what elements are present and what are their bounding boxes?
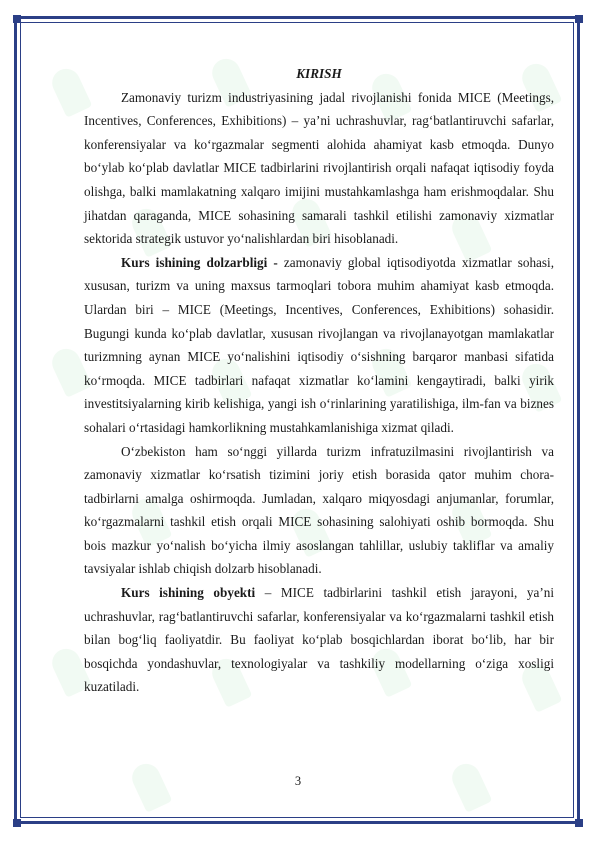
- paragraph-text: zamonaviy global iqtisodiyotda xizmatlar sohasi, xususan, turizm va uning maxsus tarmoqlari tobora muhim ahamiyat kasb etmoqda. Ulardan biri – MICE (Meetings, Incentives, Conferences, Exhibitions) sohasidir. Bugungi kunda ko‘plab davlatlar, xususan rivojlangan va rivojlanayotgan mamlakatlar turizmning aynan MICE yo‘nalishini iqtisodiy o‘sishning barqaror manbasi sifatida ko‘rmoqda. MICE tadbirlari nafaqat xizmatlar ko‘lamini kengaytiradi, balki yirik investitsiyalarning kirib kelishiga, yangi ish o‘rinlarining yaratilishiga, ilm-fan va biznes sohalari o‘rtasidagi hamkorlikning mustahkamlanishiga xizmat qiladi.: [84, 254, 554, 435]
- paragraph-text: Zamonaviy turizm industriyasining jadal rivojlanishi fonida MICE (Meetings, Incentives, Conferences, Exhibitions) – ya’ni uchrashuvlar, rag‘batlantiruvchi safarlar, konferensiyalar va ko‘rgazmalar segmenti alohida ahamiyat kasb etmoqda. Dunyo bo‘ylab ko‘plab davlatlar MICE tadbirlarini rivojlantirish orqali nafaqat iqtisodiy foyda olishga, balki mamlakatning xalqaro imijini mustahkamlashga ham erishmoqdalar. Shu jihatdan qaraganda, MICE sohasining samarali tashkil etilishi zamonaviy xizmatlar sektorida strategik ustuvor yo‘nalishlardan biri hisoblanadi.: [84, 89, 554, 247]
- paragraph-text: – MICE tadbirlarini tashkil etish jarayoni, ya’ni uchrashuvlar, rag‘batlantiruvchi safarlar, konferensiyalar va ko‘rgazmalarni tashkil etish bilan bog‘liq faoliyatdir. Bu faoliyat ko‘plab bosqichlardan iborat bo‘lib, har bir bosqichda yondashuvlar, texnologiyalar va tashkiliy modellarning o‘ziga xosligi kuzatiladi.: [84, 585, 555, 695]
- paragraph-lead: Kurs ishining obyekti: [121, 585, 256, 601]
- relevance-paragraph: [84, 251, 554, 440]
- object-paragraph: [84, 581, 554, 699]
- border-corner-ornament: [575, 819, 583, 827]
- intro-paragraph: [84, 86, 554, 251]
- uzbekistan-paragraph: [84, 440, 554, 582]
- document-body: [84, 62, 554, 699]
- section-title: KIRISH: [296, 66, 342, 81]
- paragraph-lead: Kurs ishining dolzarbligi -: [121, 254, 278, 270]
- paragraph-text: O‘zbekiston ham so‘nggi yillarda turizm infratuzilmasini rivojlantirish va zamonaviy xizmatlar ko‘rsatish tizimini joriy etish borasida qator muhim chora-tadbirlarni amalga oshirmoqda. Jumladan, xalqaro miqyosdagi anjumanlar, forumlar, ko‘rgazmalarni tashkil etish orqali MICE sohasining salohiyati oshib bormoqda. Shu bois mazkur yo‘nalish bo‘yicha ilmiy asoslangan tahlillar, uslubiy takliflar va amaliy tavsiyalar ishlab chiqish dolzarb hisoblanadi.: [84, 443, 554, 577]
- border-corner-ornament: [13, 15, 21, 23]
- border-corner-ornament: [575, 15, 583, 23]
- page-number: 3: [294, 774, 302, 788]
- border-corner-ornament: [13, 819, 21, 827]
